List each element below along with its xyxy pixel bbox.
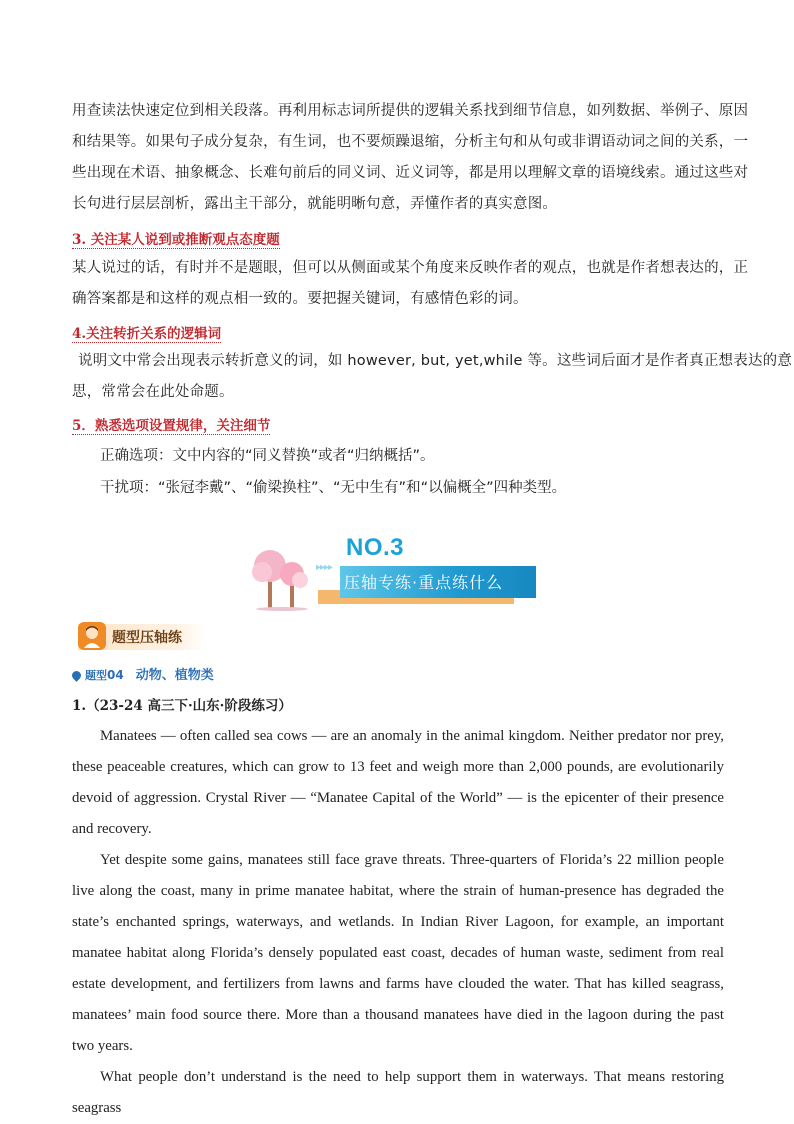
passage-paragraph: What people don’t understand is the need to help support them in waterways. That means restoring seagrass [72,1069,724,1116]
banner-subtitle: 压轴专练·重点练什么 [344,573,504,592]
section-tag [78,622,208,650]
question-type-topic: 动物、植物类 [135,668,214,683]
heading-3 [72,228,280,248]
text-line: 说明文中常会出现表示转折意义的词，如 however, but, yet,while 等。这些词后面才是作者真正想表达的意 [78,353,793,369]
text-line: 思，常常会在此处命题。 [72,384,234,400]
passage-paragraph: Manatees — often called sea cows — are an anomaly in the animal kingdom. Neither predator nor prey, these peaceable creatures, which can grow to 13 feet and weigh more than 2,000 pounds, are evolutionarily devoid of aggression. Crystal River — “Manatee Capital of the World” — is the epicenter of their presence and recovery. [72,728,724,837]
tree-illustration-icon [248,532,318,612]
banner-number: NO.3 [346,534,405,561]
question-type-number: 04 [107,668,124,682]
heading-5-text: 5．熟悉选项设置规律，关注细节 [72,418,271,434]
location-pin-icon [70,669,83,682]
heading-3-text: 3. 关注某人说到或推断观点态度题 [72,232,280,248]
question-type-tag [72,664,214,683]
text-line: 用查读法快速定位到相关段落。再利用标志词所提供的逻辑关系找到细节信息，如列数据、举例子、原因 [72,103,749,119]
option-distractor: 干扰项：“张冠李戴”、“偷梁换柱”、“无中生有”和“以偏概全”四种类型。 [100,480,567,496]
paragraph-4 [72,346,793,408]
text-line: 某人说过的话，有时并不是题眼，但可以从侧面或某个角度来反映作者的观点，也就是作者想表达的，正 [72,260,749,276]
reading-passage [72,721,724,1124]
question-heading: 1.（23-24 高三下·山东·阶段练习） [72,698,292,714]
text-line: 确答案都是和这样的观点相一致的。要把握关键词，有感情色彩的词。 [72,291,528,307]
option-correct: 正确选项：文中内容的“同义替换”或者“归纳概括”。 [100,448,435,464]
text-line: 些出现在术语、抽象概念、长难句前后的同义词、近义词等，都是用以理解文章的语境线索。通过这些对 [72,165,749,181]
arrows-icon: ▸▸▸▸ [316,562,333,573]
text-line: 长句进行层层剖析，露出主干部分，就能明晰句意，弄懂作者的真实意图。 [72,196,558,212]
section-tag-label: 题型压轴练 [112,630,182,646]
paragraph-reading-strategy [72,96,749,220]
teacher-avatar-icon [78,622,106,650]
paragraph-3 [72,253,749,315]
section-banner [248,532,548,612]
heading-4-text: 4.关注转折关系的逻辑词 [72,326,222,342]
heading-4 [72,322,221,342]
text-line: 和结果等。如果句子成分复杂，有生词，也不要烦躁退缩，分析主句和从句或非谓语动词之间的关系，一 [72,134,749,150]
passage-paragraph: Yet despite some gains, manatees still face grave threats. Three-quarters of Florida’s 22 million people live along the coast, many in prime manatee habitat, where the strain of human-presence has degraded the state’s enchanted springs, waterways, and wetlands. In Indian River Lagoon, for example, an important manatee habitat along Florida’s densely populated east coast, decades of human waste, sediment from real estate development, and fertilizers from lawns and farms have clouded the water. That has killed seagrass, manatees’ main food source there. More than a thousand manatees have died in the lagoon during the past two years. [72,852,724,1054]
question-type-label: 题型 [85,669,107,682]
heading-5 [72,414,270,434]
